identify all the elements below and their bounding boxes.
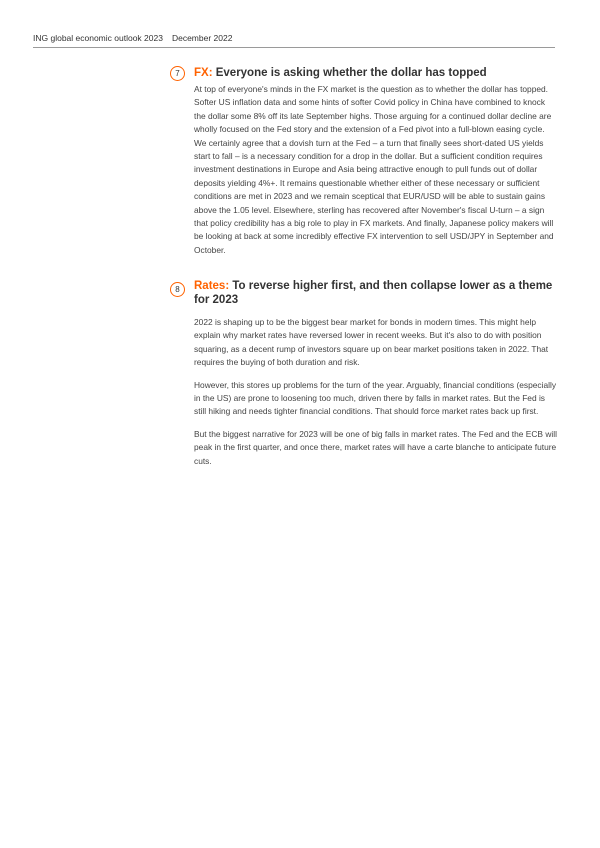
publication-date: December 2022 bbox=[171, 33, 233, 43]
paragraph: At top of everyone's minds in the FX market is the question as to whether the dollar has topped. Softer US inflation data and some hints of softer Covid policy in China have combined to knock the dollar some 8% off its late September highs. Those arguing for a continued dollar decline are wholly focused on the Fed story and the extension of a Fed pivot into a full-blown easing cycle. We certainly agree that a dovish turn at the Fed – a turn that finally sees short-dated US yields start to fall – is a necessary condition for a drop in the dollar. But a sufficient condition requires investment destinations in Europe and Asia being attractive enough to pull funds out of dollar deposits yielding 4%+. It remains questionable whether either of these necessary or sufficient conditions are met in 2023 and we remain sceptical that EUR/USD will be able to sustain gains above the 1.05 level. Elsewhere, sterling has recovered after November's fiscal U-turn – a sign that policy credibility has a big role to play in FX markets. And finally, Japanese policy makers will be looking at back at some incredibly effective FX intervention to sell USD/JPY in September and October. bbox=[194, 84, 554, 255]
section-number-badge: 8 bbox=[170, 282, 185, 297]
section-title: Everyone is asking whether the dollar has topped bbox=[212, 67, 487, 79]
section-number-badge: 7 bbox=[170, 66, 185, 81]
section-tag: FX: bbox=[194, 67, 213, 79]
section-fx bbox=[170, 66, 558, 257]
section-heading bbox=[194, 66, 558, 80]
section-tag: Rates: bbox=[194, 280, 230, 292]
header-divider bbox=[33, 47, 555, 48]
section-body bbox=[194, 83, 558, 257]
section-heading bbox=[194, 279, 558, 307]
section-body bbox=[194, 316, 558, 468]
section-rates bbox=[170, 279, 558, 468]
paragraph: However, this stores up problems for the turn of the year. Arguably, financial conditions (especially in the US) are prone to loosening too much, driven there by falls in market rates. But the Fed is still hiking and needs tighter financial conditions. That should force market rates back up first. bbox=[194, 379, 557, 417]
section-title: To reverse higher first, and then collapse lower as a theme for 2023 bbox=[194, 280, 553, 306]
paragraph: 2022 is shaping up to be the biggest bear market for bonds in modern times. This might help explain why market rates have reversed lower in recent weeks. But it's also to do with position squaring, as a decent rump of investors square up on bear market positions taken in 2022. That requires the buying of both duration and risk. bbox=[194, 317, 549, 368]
page-header bbox=[33, 33, 555, 43]
publication-title: ING global economic outlook 2023 bbox=[33, 33, 163, 43]
paragraph: But the biggest narrative for 2023 will be one of big falls in market rates. The Fed and the ECB will peak in the first quarter, and once there, market rates will have a carte blanche to anticipate future cuts. bbox=[194, 428, 557, 466]
